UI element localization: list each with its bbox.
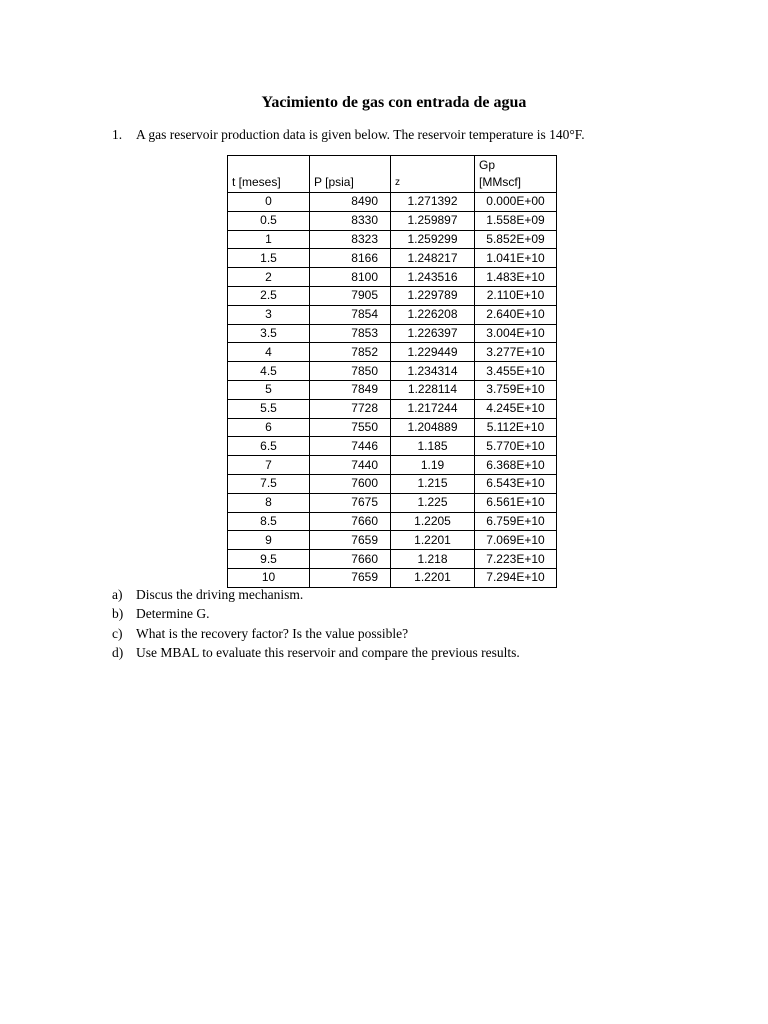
cell-t: 6 [228, 418, 310, 437]
table-row [228, 380, 557, 399]
cell-gp: 6.759E+10 [475, 512, 557, 531]
cell-t: 9 [228, 531, 310, 550]
table-row [228, 493, 557, 512]
question-1 [112, 126, 585, 144]
cell-p: 7853 [310, 324, 391, 343]
cell-gp: 1.041E+10 [475, 249, 557, 268]
cell-z: 1.2201 [391, 568, 475, 587]
question-item [112, 585, 520, 604]
table-row [228, 343, 557, 362]
cell-p: 7852 [310, 343, 391, 362]
table-row [228, 456, 557, 475]
table-row [228, 193, 557, 212]
document-title: Yacimiento de gas con entrada de agua [261, 94, 527, 111]
cell-z: 1.229449 [391, 343, 475, 362]
cell-t: 1.5 [228, 249, 310, 268]
cell-z: 1.226208 [391, 305, 475, 324]
item-text: Use MBAL to evaluate this reservoir and compare the previous results. [136, 644, 520, 660]
cell-t: 2.5 [228, 286, 310, 305]
table-row [228, 399, 557, 418]
table-body [228, 193, 557, 588]
cell-t: 4 [228, 343, 310, 362]
cell-z: 1.226397 [391, 324, 475, 343]
cell-gp: 4.245E+10 [475, 399, 557, 418]
cell-p: 7850 [310, 362, 391, 381]
item-text: Discus the driving mechanism. [136, 587, 304, 602]
question-item [112, 643, 520, 662]
cell-t: 3.5 [228, 324, 310, 343]
production-data-table [227, 155, 557, 588]
table-row [228, 324, 557, 343]
cell-t: 5.5 [228, 399, 310, 418]
header-p: P [psia] [310, 156, 391, 193]
cell-gp: 1.483E+10 [475, 268, 557, 287]
cell-gp: 2.640E+10 [475, 305, 557, 324]
cell-p: 8330 [310, 211, 391, 230]
cell-z: 1.185 [391, 437, 475, 456]
table-row [228, 286, 557, 305]
cell-gp: 7.294E+10 [475, 568, 557, 587]
table-row [228, 268, 557, 287]
cell-p: 7905 [310, 286, 391, 305]
cell-t: 1 [228, 230, 310, 249]
cell-t: 0.5 [228, 211, 310, 230]
item-label: a) [112, 587, 123, 602]
cell-gp: 2.110E+10 [475, 286, 557, 305]
cell-z: 1.229789 [391, 286, 475, 305]
cell-gp: 3.004E+10 [475, 324, 557, 343]
cell-z: 1.259897 [391, 211, 475, 230]
table-row [228, 512, 557, 531]
header-gp-line2: [MMscf] [479, 175, 521, 189]
cell-p: 7849 [310, 380, 391, 399]
table-row [228, 305, 557, 324]
cell-t: 0 [228, 193, 310, 212]
cell-gp: 7.223E+10 [475, 550, 557, 569]
item-label: b) [112, 606, 124, 622]
cell-t: 3 [228, 305, 310, 324]
cell-t: 8.5 [228, 512, 310, 531]
question-text: A gas reservoir production data is given below. The reservoir temperature is 140°F. [136, 127, 585, 142]
table-row [228, 362, 557, 381]
cell-gp: 6.543E+10 [475, 474, 557, 493]
cell-t: 10 [228, 568, 310, 587]
item-text: What is the recovery factor? Is the value possible? [136, 625, 409, 641]
cell-gp: 3.759E+10 [475, 380, 557, 399]
cell-p: 8490 [310, 193, 391, 212]
cell-z: 1.228114 [391, 380, 475, 399]
item-label: c) [112, 625, 123, 641]
cell-z: 1.243516 [391, 268, 475, 287]
cell-z: 1.2205 [391, 512, 475, 531]
cell-z: 1.204889 [391, 418, 475, 437]
cell-p: 7728 [310, 399, 391, 418]
table-header-row [228, 156, 557, 193]
table-row [228, 474, 557, 493]
cell-z: 1.218 [391, 550, 475, 569]
cell-gp: 7.069E+10 [475, 531, 557, 550]
header-gp [475, 156, 557, 193]
cell-z: 1.217244 [391, 399, 475, 418]
cell-t: 9.5 [228, 550, 310, 569]
question-items [112, 585, 520, 662]
cell-gp: 5.852E+09 [475, 230, 557, 249]
cell-z: 1.215 [391, 474, 475, 493]
cell-z: 1.2201 [391, 531, 475, 550]
item-text: Determine G. [136, 606, 210, 622]
cell-t: 5 [228, 380, 310, 399]
cell-p: 7446 [310, 437, 391, 456]
table-row [228, 249, 557, 268]
header-t: t [meses] [228, 156, 310, 193]
cell-t: 7 [228, 456, 310, 475]
cell-t: 6.5 [228, 437, 310, 456]
cell-gp: 6.561E+10 [475, 493, 557, 512]
cell-p: 7659 [310, 568, 391, 587]
cell-z: 1.259299 [391, 230, 475, 249]
cell-z: 1.19 [391, 456, 475, 475]
cell-t: 7.5 [228, 474, 310, 493]
table-row [228, 211, 557, 230]
cell-p: 7550 [310, 418, 391, 437]
item-label: d) [112, 644, 124, 660]
cell-z: 1.271392 [391, 193, 475, 212]
question-item [112, 604, 520, 623]
table-row [228, 230, 557, 249]
cell-p: 7675 [310, 493, 391, 512]
cell-gp: 3.455E+10 [475, 362, 557, 381]
table-row [228, 418, 557, 437]
cell-p: 7660 [310, 512, 391, 531]
cell-gp: 0.000E+00 [475, 193, 557, 212]
cell-t: 8 [228, 493, 310, 512]
table-row [228, 437, 557, 456]
cell-gp: 6.368E+10 [475, 456, 557, 475]
cell-p: 7440 [310, 456, 391, 475]
table-row [228, 531, 557, 550]
cell-p: 7660 [310, 550, 391, 569]
header-gp-line1: Gp [479, 158, 496, 172]
cell-gp: 5.112E+10 [475, 418, 557, 437]
cell-p: 8100 [310, 268, 391, 287]
cell-p: 8323 [310, 230, 391, 249]
question-number: 1. [112, 127, 123, 142]
cell-t: 4.5 [228, 362, 310, 381]
cell-p: 7659 [310, 531, 391, 550]
cell-gp: 3.277E+10 [475, 343, 557, 362]
cell-t: 2 [228, 268, 310, 287]
cell-p: 8166 [310, 249, 391, 268]
table-row [228, 550, 557, 569]
cell-z: 1.248217 [391, 249, 475, 268]
question-item [112, 624, 520, 643]
cell-gp: 1.558E+09 [475, 211, 557, 230]
cell-p: 7600 [310, 474, 391, 493]
cell-gp: 5.770E+10 [475, 437, 557, 456]
header-z: z [391, 156, 475, 193]
cell-p: 7854 [310, 305, 391, 324]
cell-z: 1.225 [391, 493, 475, 512]
cell-z: 1.234314 [391, 362, 475, 381]
